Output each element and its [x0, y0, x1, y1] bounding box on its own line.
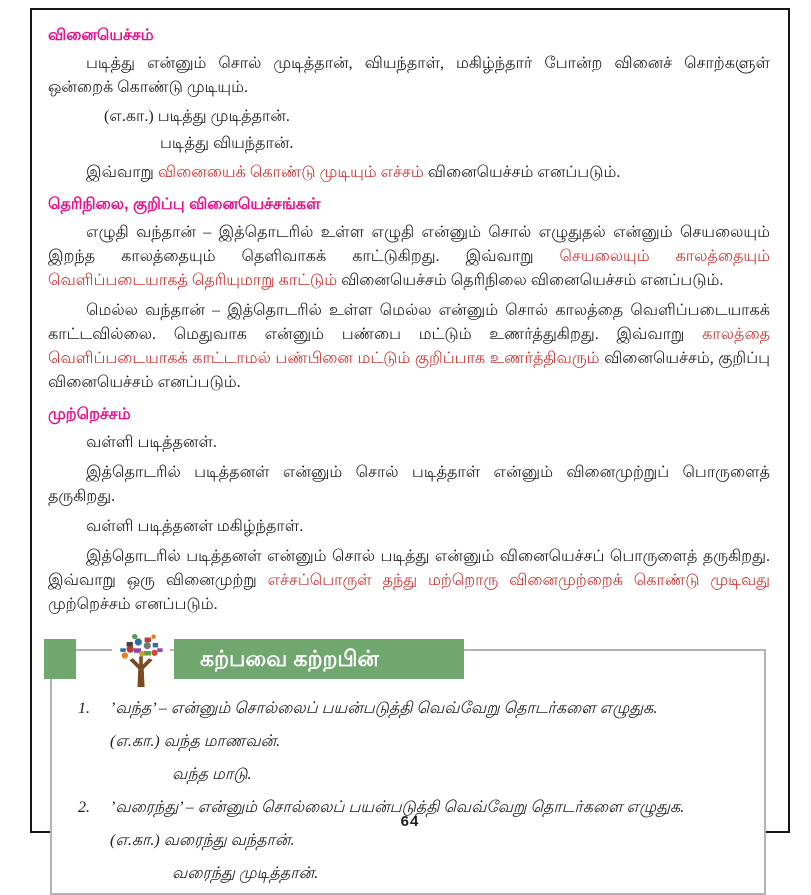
paragraph — [48, 161, 770, 185]
text-run: இவ்வாறு — [86, 164, 158, 181]
exercise-item-body — [110, 796, 750, 885]
exercise-item-number: 2. — [78, 799, 90, 816]
learning-tree-icon — [112, 629, 170, 691]
example-line: (எ.கா.) படித்து முடித்தான். — [104, 108, 290, 125]
exercise-example-line: வந்த மாடு. — [172, 766, 252, 783]
text-run: வினையெச்சம் தெரிநிலை வினையெச்சம் எனப்படும். — [337, 272, 724, 289]
banner-left-accent — [44, 639, 76, 679]
paragraph — [48, 545, 770, 617]
text-run-emphasis: காலத்தை வெளிப்படையாகக் காட்டாமல் பண்பினை மட்டும் குறிப்பாக உணர்த்திவரும் — [48, 326, 770, 367]
activity-banner-title: கற்பவை கற்றபின் — [174, 639, 464, 679]
section-heading-mutrechcham: முற்றெச்சம் — [48, 406, 131, 423]
section-heading-vinaiyechcham: வினையெச்சம் — [48, 27, 154, 44]
activity-box — [50, 646, 766, 895]
paragraph: இத்தொடரில் படித்தனள் என்னும் சொல் படித்தாள் என்னும் வினைமுற்றுப் பொருளைத் தருகிறது. — [48, 464, 770, 505]
text-run: இத்தொடரில் படித்தனள் என்னும் சொல் படித்து என்னும் வினையெச்சப் பொருளைத் தருகிறது. இவ்வாறு ஒரு வினைமுற்று — [48, 548, 770, 589]
text-run-emphasis: வினையைக் கொண்டு முடியும் எச்சம் — [157, 164, 424, 181]
page-number: 64 — [400, 813, 420, 830]
section-heading-therinilai-kurippu: தெரிநிலை, குறிப்பு வினையெச்சங்கள் — [48, 196, 321, 213]
exercise-item — [74, 796, 750, 885]
text-run: வினையெச்சம் எனப்படும். — [423, 164, 621, 181]
exercise-item-text: ’வந்த’ – என்னும் சொல்லைப் பயன்படுத்தி வெவ்வேறு தொடர்களை எழுதுக. — [110, 700, 658, 717]
exercise-item-text: ’வரைந்து’ – என்னும் சொல்லைப் பயன்படுத்தி வெவ்வேறு தொடர்களை எழுதுக. — [110, 799, 685, 816]
exercise-item — [74, 697, 750, 786]
text-run: வினையெச்சம், குறிப்பு வினையெச்சம் எனப்படும். — [48, 350, 770, 391]
exercise-example-line: (எ.கா.) வரைந்து வந்தான். — [110, 832, 295, 849]
paragraph — [48, 299, 770, 395]
example-line: படித்து வியந்தான். — [160, 135, 294, 152]
paragraph: படித்து என்னும் சொல் முடித்தான், வியந்தாள், மகிழ்ந்தார் போன்ற வினைச் சொற்களுள் ஒன்றைக் கொண்டு முடியும். — [48, 55, 770, 96]
paragraph — [48, 221, 770, 293]
exercise-example-line: வரைந்து முடித்தான். — [172, 865, 319, 882]
exercise-example-line: (எ.கா.) வந்த மாணவன். — [110, 733, 281, 750]
text-run-emphasis: செயலையும் காலத்தையும் வெளிப்படையாகத் தெரியுமாறு காட்டும் — [48, 248, 771, 289]
page-frame — [30, 8, 790, 882]
exercise-item-body — [110, 697, 750, 786]
exercise-item-number: 1. — [78, 700, 90, 717]
text-run: மெல்ல வந்தான் – இத்தொடரில் உள்ள மெல்ல என்னும் சொல் காலத்தை வெளிப்படையாகக் காட்டவில்லை. மெதுவாக என்னும் பண்பை மட்டும் உணர்த்துகிறது. இவ்வாறு — [48, 302, 770, 343]
example-sentence: வள்ளி படித்தனள். — [86, 434, 217, 451]
example-sentence: வள்ளி படித்தனள் மகிழ்ந்தாள். — [86, 518, 304, 535]
text-run-emphasis: எச்சப்பொருள் தந்து மற்றொரு வினைமுற்றைக் கொண்டு முடிவது — [267, 572, 771, 589]
text-run: முற்றெச்சம் எனப்படும். — [48, 596, 218, 613]
text-run: எழுதி வந்தான் – இத்தொடரில் உள்ள எழுதி என்னும் சொல் எழுதுதல் என்னும் செயலையும் இறந்த காலத்தையும் தெளிவாகக் காட்டுகிறது. இவ்வாறு — [48, 224, 770, 265]
